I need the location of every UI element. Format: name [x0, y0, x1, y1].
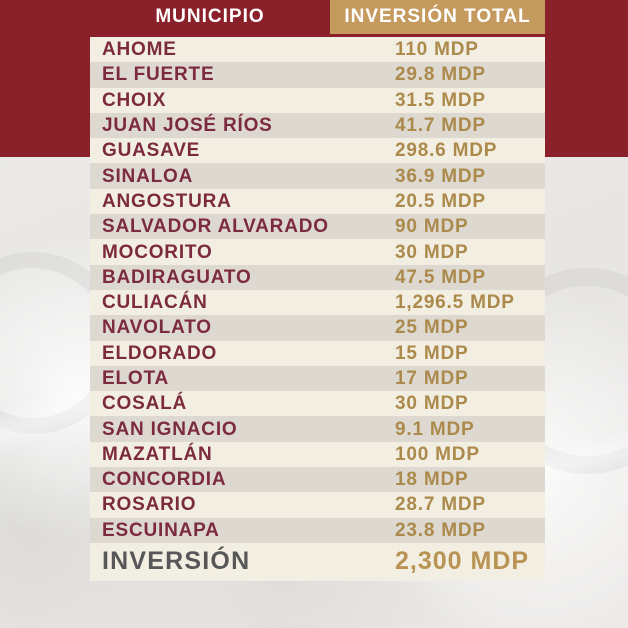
municipio-cell: ANGOSTURA: [102, 190, 232, 212]
column-header-municipio: MUNICIPIO: [155, 6, 265, 27]
total-row: [90, 543, 545, 581]
inversion-cell: 90 MDP: [395, 216, 469, 238]
inversion-cell: 28.7 MDP: [395, 494, 486, 516]
municipio-cell: COSALÁ: [102, 393, 188, 415]
municipio-cell: ELOTA: [102, 368, 169, 389]
table-row: [90, 239, 545, 264]
table-row: [90, 214, 545, 239]
inversion-cell: 47.5 MDP: [395, 266, 486, 288]
table-row: [90, 138, 545, 163]
inversion-cell: 36.9 MDP: [395, 165, 486, 187]
inversion-cell: 15 MDP: [395, 342, 469, 364]
inversion-cell: 41.7 MDP: [395, 115, 486, 137]
municipio-cell: GUASAVE: [102, 140, 201, 162]
municipio-cell: BADIRAGUATO: [102, 266, 252, 288]
total-label: INVERSIÓN: [102, 547, 251, 576]
table-row: [90, 37, 545, 62]
inversion-cell: 20.5 MDP: [395, 190, 486, 212]
municipio-cell: ESCUINAPA: [102, 519, 220, 541]
municipio-cell: ELDORADO: [102, 342, 218, 364]
table-row: [90, 518, 545, 543]
table-header-row: [90, 0, 545, 34]
municipio-cell: MAZATLÁN: [102, 443, 213, 465]
inversion-cell: 25 MDP: [395, 317, 469, 339]
municipio-cell: SAN IGNACIO: [102, 418, 238, 440]
table-row: [90, 391, 545, 416]
municipio-cell: AHOME: [102, 39, 177, 61]
municipio-cell: ROSARIO: [102, 494, 197, 516]
table-row: [90, 62, 545, 87]
table-body: [90, 37, 545, 543]
municipio-cell: EL FUERTE: [102, 64, 215, 86]
inversion-cell: 23.8 MDP: [395, 519, 486, 541]
investment-table: [90, 0, 545, 581]
inversion-cell: 110 MDP: [395, 39, 479, 61]
inversion-cell: 30 MDP: [395, 393, 469, 415]
municipio-cell: JUAN JOSÉ RÍOS: [102, 115, 273, 137]
inversion-cell: 18 MDP: [395, 469, 469, 491]
table-row: [90, 492, 545, 517]
inversion-cell: 100 MDP: [395, 443, 480, 465]
table-row: [90, 467, 545, 492]
table-row: [90, 416, 545, 441]
inversion-cell: 1,296.5 MDP: [395, 292, 515, 314]
municipio-cell: SINALOA: [102, 165, 194, 187]
municipio-cell: CULIACÁN: [102, 292, 208, 314]
table-row: [90, 189, 545, 214]
table-row: [90, 366, 545, 391]
municipio-cell: SALVADOR ALVARADO: [102, 216, 329, 238]
municipio-cell: CHOIX: [102, 89, 167, 111]
column-header-inversion-total: INVERSIÓN TOTAL: [330, 0, 545, 34]
municipio-cell: MOCORITO: [102, 241, 213, 263]
table-row: [90, 265, 545, 290]
table-row: [90, 163, 545, 188]
inversion-cell: 30 MDP: [395, 241, 469, 263]
total-value: 2,300 MDP: [395, 547, 530, 576]
inversion-cell: 29.8 MDP: [395, 64, 486, 86]
table-row: [90, 442, 545, 467]
inversion-cell: 17 MDP: [395, 368, 469, 389]
table-row: [90, 88, 545, 113]
table-row: [90, 113, 545, 138]
municipio-cell: NAVOLATO: [102, 317, 212, 339]
inversion-cell: 31.5 MDP: [395, 89, 486, 111]
municipio-cell: CONCORDIA: [102, 469, 227, 491]
inversion-cell: 298.6 MDP: [395, 140, 498, 162]
table-row: [90, 290, 545, 315]
inversion-cell: 9.1 MDP: [395, 418, 475, 440]
table-row: [90, 341, 545, 366]
table-row: [90, 315, 545, 340]
